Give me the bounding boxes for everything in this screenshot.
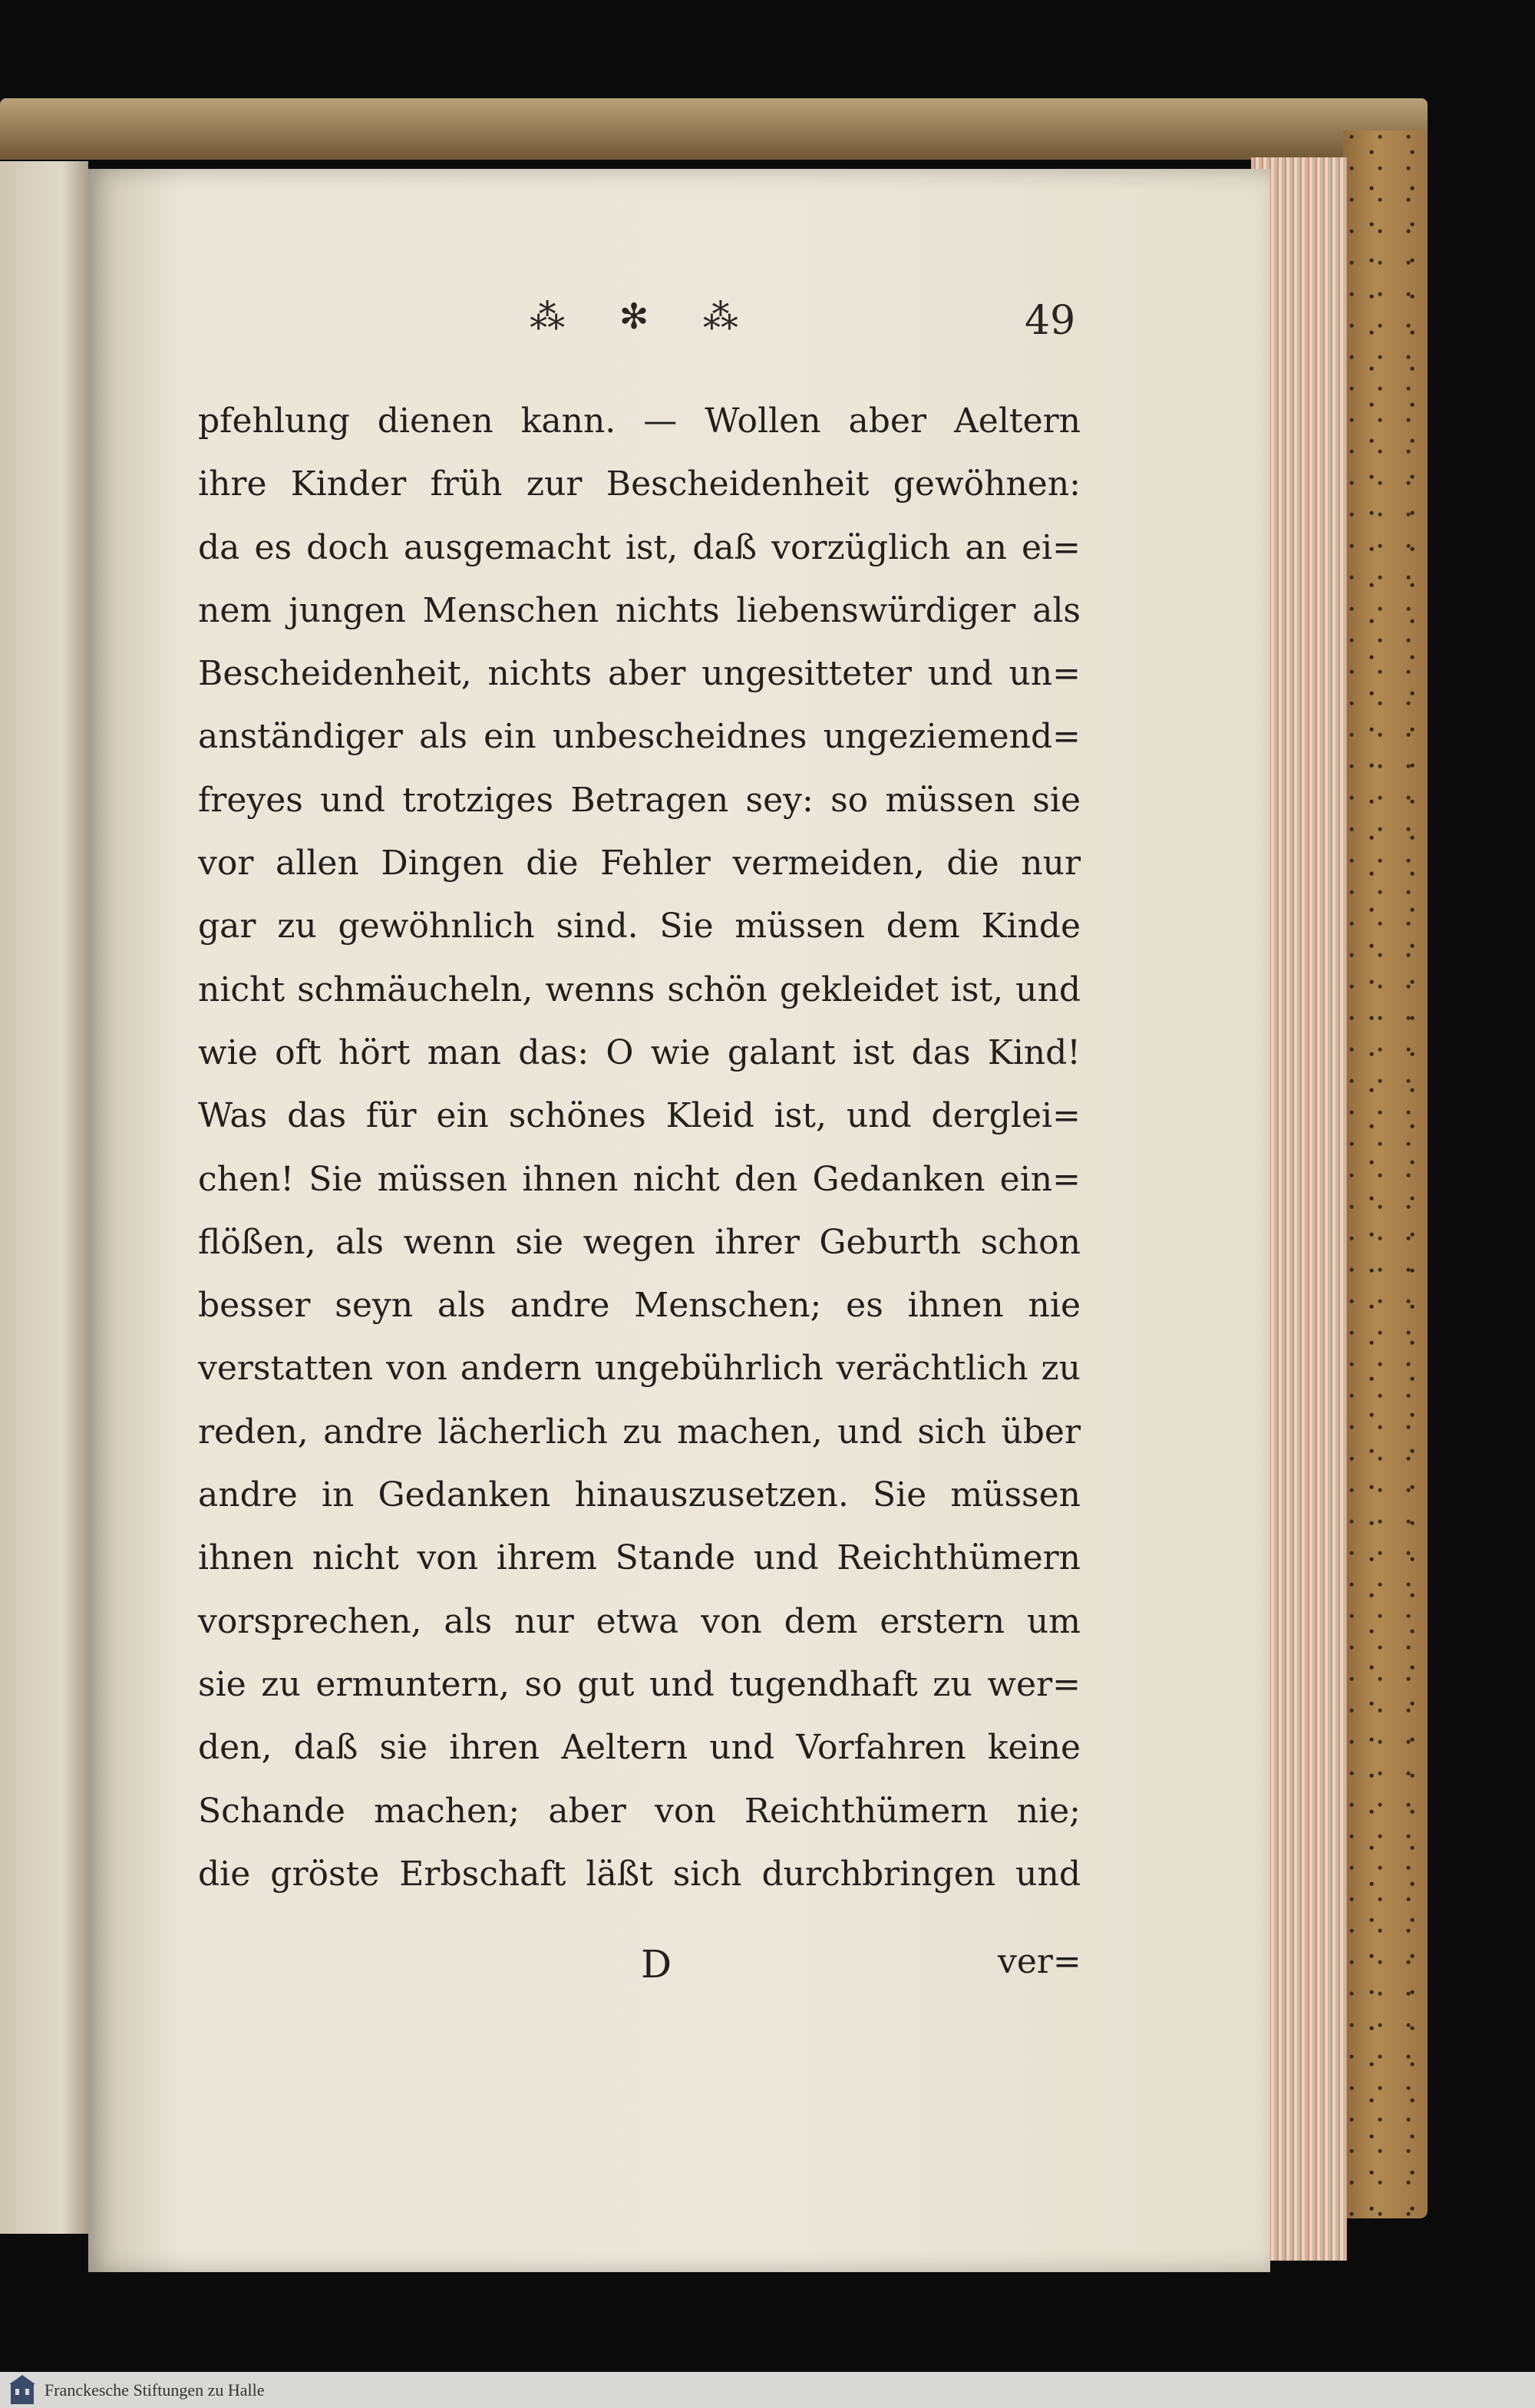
text-line: besser seyn als andre Menschen; es ihnen nie xyxy=(198,1286,1081,1326)
text-line: pfehlung dienen kann. — Wollen aber Aeltern xyxy=(198,401,1081,441)
body-text xyxy=(198,390,1081,1906)
text-line: reden, andre lächerlich zu machen, und sich über xyxy=(198,1412,1081,1452)
text-line: sie zu ermuntern, so gut und tugendhaft zu wer= xyxy=(198,1664,1081,1704)
signature-mark: D xyxy=(641,1942,672,1987)
footer-bar xyxy=(0,2372,1535,2408)
text-line: flößen, als wenn sie wegen ihrer Geburth schon xyxy=(198,1222,1081,1262)
book-cover-right-edge xyxy=(1343,130,1428,2218)
text-line: verstatten von andern ungebührlich verächtlich zu xyxy=(198,1349,1081,1389)
text-line: vorsprechen, als nur etwa von dem erstern um xyxy=(198,1601,1081,1641)
text-line: ihre Kinder früh zur Bescheidenheit gewöhnen: xyxy=(198,464,1081,504)
text-line: ihnen nicht von ihrem Stande und Reichthümern xyxy=(198,1538,1081,1578)
institution-logo-icon xyxy=(9,2375,35,2406)
text-line: chen! Sie müssen ihnen nicht den Gedanken ein= xyxy=(198,1159,1081,1199)
text-line: wie oft hört man das: O wie galant ist das Kind! xyxy=(198,1032,1081,1072)
text-line: den, daß sie ihren Aeltern und Vorfahren keine xyxy=(198,1728,1081,1768)
text-line: nem jungen Menschen nichts liebenswürdiger als xyxy=(198,590,1081,630)
ornament-running-head: ⁂ ✻ ⁂ xyxy=(530,296,760,337)
text-line: die gröste Erbschaft läßt sich durchbringen und xyxy=(198,1854,1081,1894)
text-line: Was das für ein schönes Kleid ist, und derglei= xyxy=(198,1096,1081,1136)
left-page-sliver xyxy=(0,161,88,2234)
book-cover-top-edge xyxy=(0,98,1428,160)
text-line: freyes und trotziges Betragen sey: so müssen sie xyxy=(198,780,1081,820)
text-line: gar zu gewöhnlich sind. Sie müssen dem Kinde xyxy=(198,907,1081,946)
page-number: 49 xyxy=(1025,298,1076,344)
text-line: da es doch ausgemacht ist, daß vorzüglich an ei= xyxy=(198,527,1081,567)
text-line: vor allen Dingen die Fehler vermeiden, die nur xyxy=(198,844,1081,884)
text-line: andre in Gedanken hinauszusetzen. Sie müssen xyxy=(198,1475,1081,1515)
text-line: Bescheidenheit, nichts aber ungesitteter und un= xyxy=(198,654,1081,694)
text-line: nicht schmäucheln, wenns schön gekleidet ist, und xyxy=(198,969,1081,1009)
catchword: ver= xyxy=(998,1942,1081,1981)
footer-institution-label: Franckesche Stiftungen zu Halle xyxy=(45,2380,265,2400)
text-line: anständiger als ein unbescheidnes ungeziemend= xyxy=(198,717,1081,757)
text-line: Schande machen; aber von Reichthümern nie; xyxy=(198,1791,1081,1831)
